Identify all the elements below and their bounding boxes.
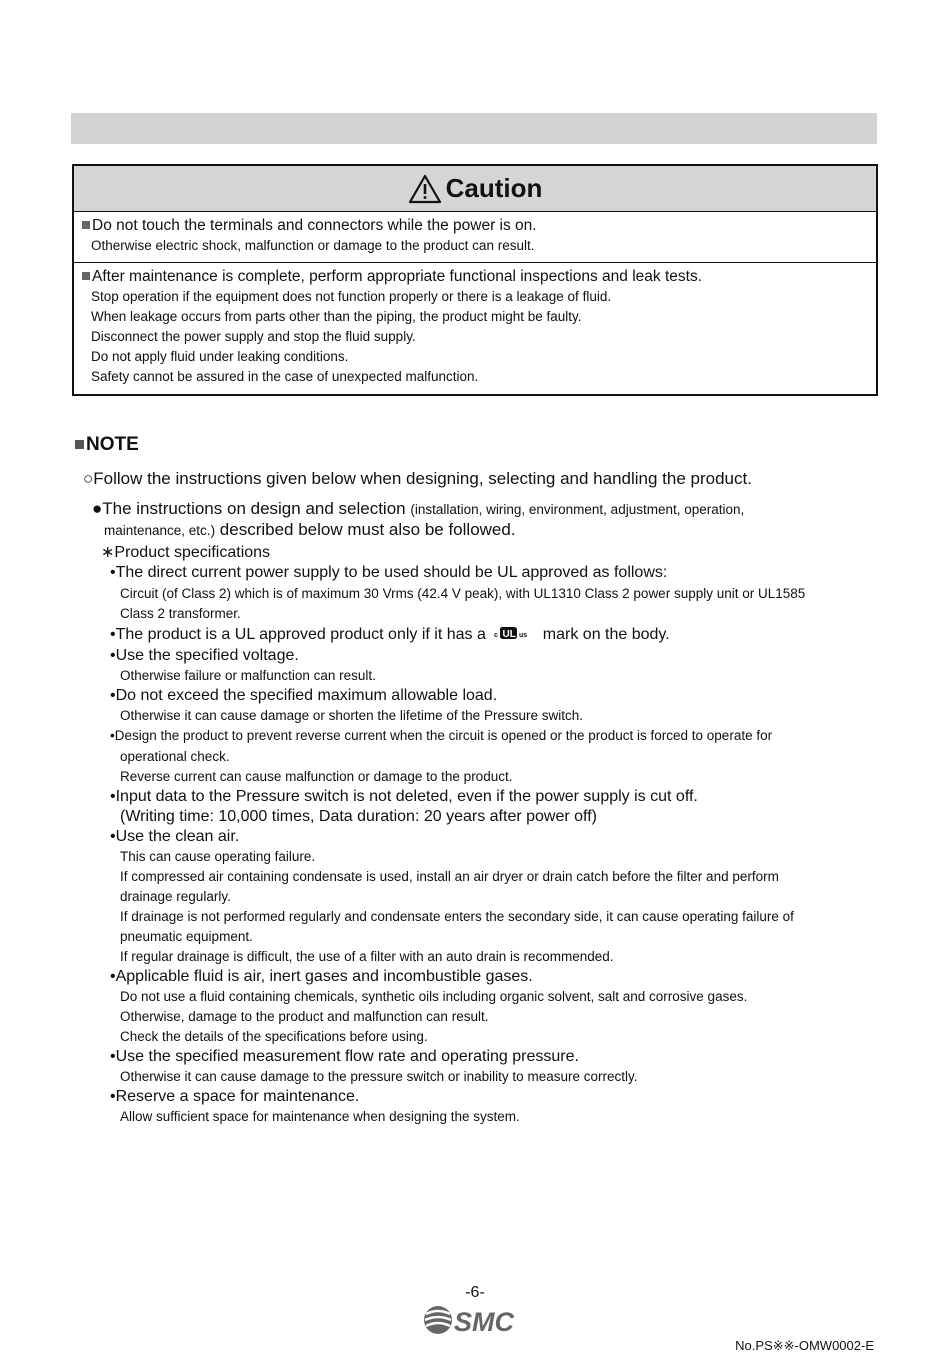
spec-detail: Do not use a fluid containing chemicals, synthetic oils including organic solvent, salt and corrosive gases. <box>120 989 748 1004</box>
spec-detail: Otherwise it can cause damage to the pressure switch or inability to measure correctly. <box>120 1069 638 1084</box>
note-heading: NOTE <box>75 434 139 456</box>
caution-detail: Safety cannot be assured in the case of unexpected malfunction. <box>91 369 479 384</box>
spec-detail: Class 2 transformer. <box>120 606 241 621</box>
spec-detail: Reverse current can cause malfunction or damage to the product. <box>120 769 513 784</box>
svg-text:us: us <box>519 632 528 639</box>
spec-item: •Use the clean air. <box>110 828 240 845</box>
spec-item: •The product is a UL approved product only if it has a c UL us mark on the body. <box>110 626 670 643</box>
spec-detail: Otherwise it can cause damage or shorten the lifetime of the Pressure switch. <box>120 708 583 723</box>
spec-detail: (Writing time: 10,000 times, Data duration: 20 years after power off) <box>120 808 597 825</box>
caution-main-text: After maintenance is complete, perform appropriate functional inspections and leak tests. <box>92 268 702 285</box>
svg-text:SMC: SMC <box>454 1307 514 1337</box>
note-intro: ○Follow the instructions given below when designing, selecting and handling the product. <box>83 469 752 488</box>
cul-us-mark-icon <box>494 626 534 640</box>
caution-detail: Stop operation if the equipment does not function properly or there is a leakage of fluid. <box>91 289 612 304</box>
caution-box <box>72 164 878 396</box>
spec-detail: If drainage is not performed regularly and condensate enters the secondary side, it can cause operating failure of <box>120 909 794 924</box>
spec-item: •The direct current power supply to be used should be UL approved as follows: <box>110 564 668 581</box>
header-band <box>71 113 877 144</box>
caution-detail: When leakage occurs from parts other than the piping, the product might be faulty. <box>91 309 582 324</box>
design-instruction: ●The instructions on design and selection (installation, wiring, environment, adjustment, operation, <box>92 499 745 518</box>
spec-item: •Design the product to prevent reverse current when the circuit is opened or the product is forced to operate for <box>110 728 773 743</box>
spec-detail: Check the details of the specifications before using. <box>120 1029 428 1044</box>
spec-detail: This can cause operating failure. <box>120 849 316 864</box>
spec-item: •Input data to the Pressure switch is not deleted, even if the power supply is cut off. <box>110 788 698 805</box>
spec-item: •Reserve a space for maintenance. <box>110 1088 360 1105</box>
spec-heading: ∗Product specifications <box>101 544 271 561</box>
caution-detail: Otherwise electric shock, malfunction or damage to the product can result. <box>91 238 535 253</box>
square-bullet-icon <box>82 272 90 280</box>
spec-detail: Allow sufficient space for maintenance when designing the system. <box>120 1109 520 1124</box>
spec-detail: pneumatic equipment. <box>120 929 253 944</box>
design-instruction-cont: maintenance, etc.) described below must also be followed. <box>104 520 516 539</box>
spec-detail: If regular drainage is difficult, the use of a filter with an auto drain is recommended. <box>120 949 614 964</box>
page-number: -6- <box>465 1284 485 1301</box>
spec-detail: Otherwise, damage to the product and malfunction can result. <box>120 1009 489 1024</box>
caution-detail: Disconnect the power supply and stop the fluid supply. <box>91 329 416 344</box>
square-bullet-icon <box>75 440 84 449</box>
caution-section <box>74 263 876 393</box>
smc-logo-icon <box>420 1300 530 1340</box>
svg-text:UL: UL <box>502 629 517 640</box>
caution-section <box>74 212 876 263</box>
spec-item: •Do not exceed the specified maximum allowable load. <box>110 687 498 704</box>
spec-detail: If compressed air containing condensate is used, install an air dryer or drain catch before the filter and perform <box>120 869 779 884</box>
spec-detail: Otherwise failure or malfunction can result. <box>120 668 376 683</box>
spec-detail: operational check. <box>120 749 230 764</box>
spec-item: •Applicable fluid is air, inert gases and incombustible gases. <box>110 968 533 985</box>
document-number: No.PS※※-OMW0002-E <box>735 1338 874 1353</box>
spec-item: •Use the specified voltage. <box>110 647 299 664</box>
spec-detail: Circuit (of Class 2) which is of maximum 30 Vrms (42.4 V peak), with UL1310 Class 2 power supply unit or UL1585 <box>120 586 806 601</box>
square-bullet-icon <box>82 221 90 229</box>
caution-detail: Do not apply fluid under leaking conditions. <box>91 349 349 364</box>
caution-header <box>74 166 876 212</box>
spec-item: •Use the specified measurement flow rate and operating pressure. <box>110 1048 579 1065</box>
svg-text:c: c <box>494 632 499 639</box>
caution-title: Caution <box>445 173 543 203</box>
warning-triangle-icon <box>408 174 442 204</box>
spec-detail: drainage regularly. <box>120 889 231 904</box>
caution-main-text: Do not touch the terminals and connectors while the power is on. <box>92 217 537 234</box>
